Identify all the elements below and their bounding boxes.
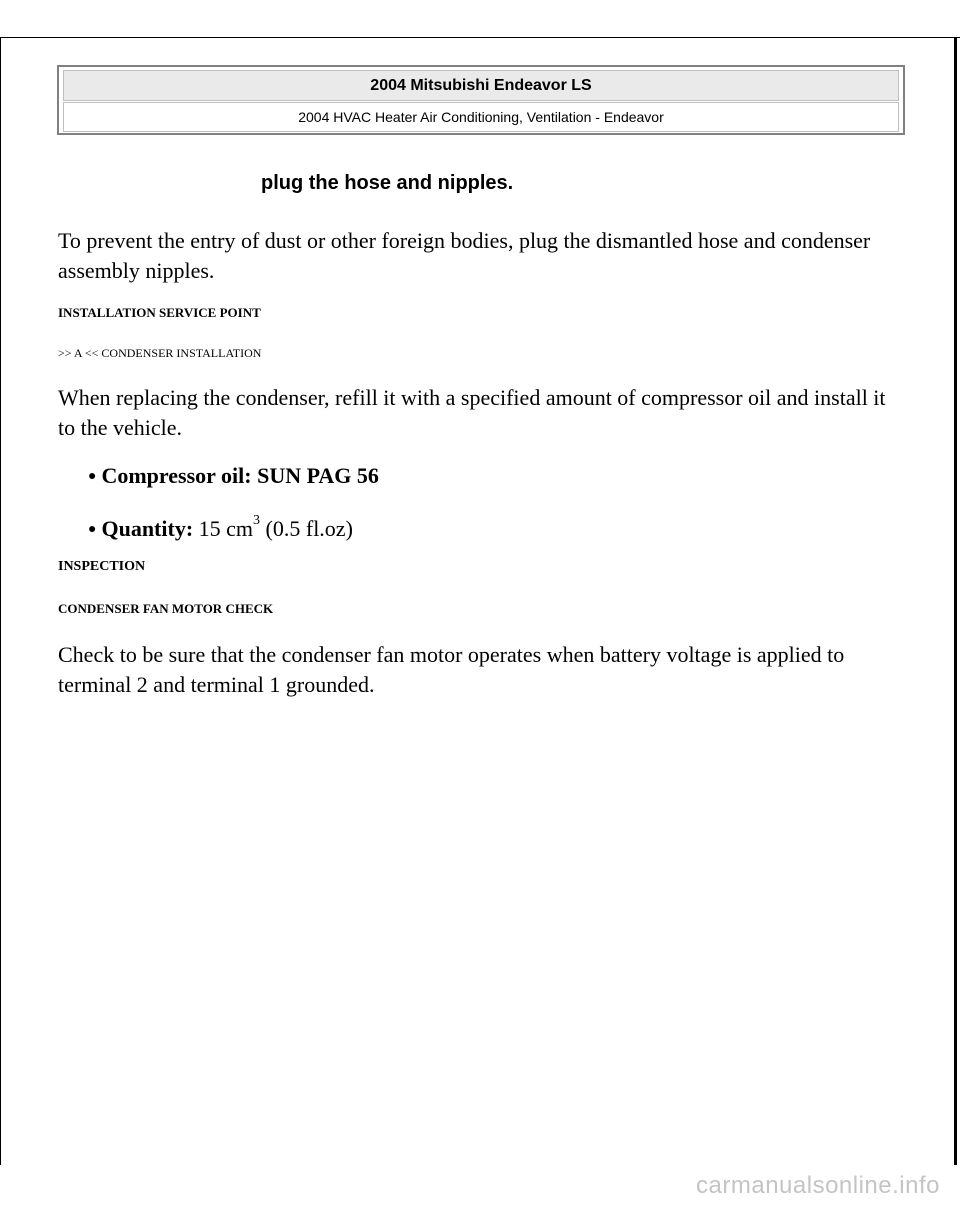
quantity-exponent: 3 bbox=[253, 512, 261, 528]
header-subtitle: 2004 HVAC Heater Air Conditioning, Ventilation - Endeavor bbox=[63, 102, 899, 132]
heading-inspection: INSPECTION bbox=[58, 559, 146, 574]
page-border-top bbox=[0, 37, 960, 38]
page-border-right bbox=[954, 37, 957, 1165]
paragraph-fan-motor-check: Check to be sure that the condenser fan motor operates when battery voltage is applied to terminal 2 and terminal 1 grounded. bbox=[58, 642, 845, 697]
bullet-compressor-oil bbox=[88, 463, 379, 489]
heading-condenser-fan-motor-check: CONDENSER FAN MOTOR CHECK bbox=[58, 601, 274, 616]
bullet-quantity bbox=[88, 512, 353, 542]
paragraph-replacing-condenser: When replacing the condenser, refill it with a specified amount of compressor oil and install it to the vehicle. bbox=[58, 385, 886, 440]
quantity-label: Quantity: bbox=[101, 516, 194, 541]
quantity-value: 15 cm bbox=[198, 516, 254, 541]
page-border-left bbox=[0, 37, 1, 1165]
bullet-dot-icon: ● bbox=[88, 522, 97, 537]
header-title: 2004 Mitsubishi Endeavor LS bbox=[63, 70, 899, 101]
bullet-dot-icon: ● bbox=[88, 469, 97, 484]
document-header bbox=[57, 65, 905, 135]
quantity-imperial: (0.5 fl.oz) bbox=[265, 516, 353, 541]
compressor-oil-text: Compressor oil: SUN PAG 56 bbox=[101, 463, 379, 488]
figure-caption: plug the hose and nipples. bbox=[261, 172, 514, 194]
heading-installation-service-point: INSTALLATION SERVICE POINT bbox=[58, 305, 261, 320]
watermark-text: carmanualsonline.info bbox=[696, 1172, 940, 1199]
heading-condenser-installation: >> A << CONDENSER INSTALLATION bbox=[58, 346, 262, 360]
paragraph-prevent-dust: To prevent the entry of dust or other foreign bodies, plug the dismantled hose and condenser assembly nipples. bbox=[58, 228, 871, 283]
